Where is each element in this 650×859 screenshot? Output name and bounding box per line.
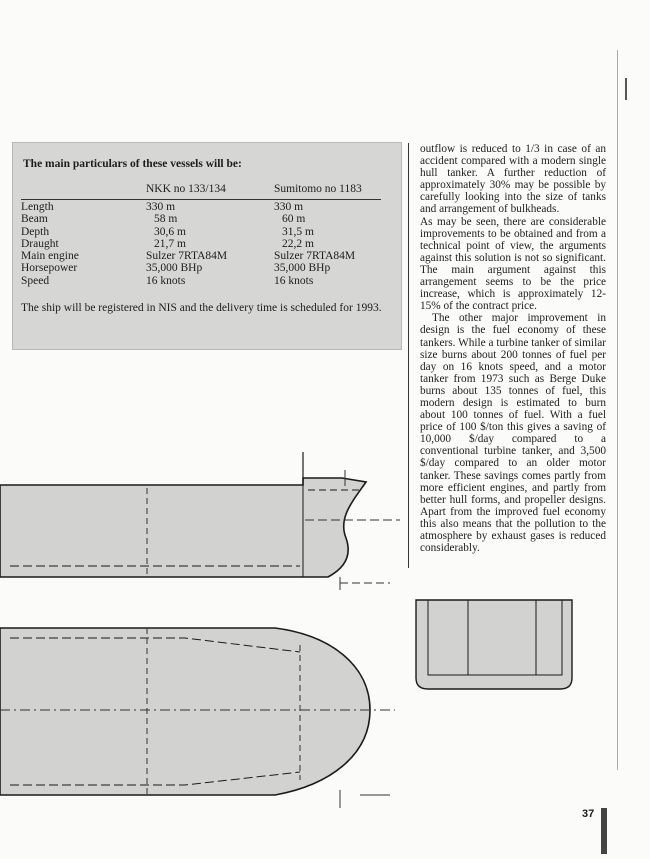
paragraph-fuel-economy: The other major improvement in design is the fuel economy of these tankers. While a turbine tanker of similar size burns about 200 tonnes of fuel per day on 16 knots speed, and a motor tanker from 1973 such as Berge Duke burns about 135 tonnes of fuel, this modern design is estimated to burn about 100 tonnes of fuel. With a fuel price of 100 $/ton this gives a saving of 10,000 $/day compared to a conventional turbine tanker, and 3,500 $/day compared to an older motor tanker. These savings comes partly from more efficient engines, and partly from better hull forms, and propeller designs. Apart from the improved fuel economy this also means that the pollution to the atmosphere by exhaust gases is reduced considerably. (420, 312, 606, 555)
row-label: Length (21, 201, 54, 213)
table-row (21, 250, 391, 262)
nkk-value: 30,6 m (154, 225, 186, 238)
nkk-value: 58 m (154, 213, 178, 226)
particulars-title: The main particulars of these vessels will be: (23, 158, 242, 170)
page-edge-mark (625, 78, 627, 100)
nkk-column-heading: NKK no 133/134 (146, 183, 226, 195)
row-label: Draught (21, 237, 59, 250)
sumitomo-value: Sulzer 7RTA84M (274, 250, 356, 263)
nkk-value: 330 m (146, 201, 176, 213)
sumitomo-value: 60 m (282, 213, 306, 226)
show-through-heading (118, 52, 418, 86)
row-label: Main engine (21, 250, 79, 263)
midship-section-drawing (408, 592, 580, 694)
vessel-particulars-box (12, 142, 402, 350)
paragraph-improvements: As may be seen, there are considerable improvements to be obtained and from a technical point of view, the arguments against this solution is not so significant. The main argument against this arrangement seems to be the price increase, which is approximately 12-15% of the contract price. (420, 215, 606, 313)
section-outline (416, 600, 572, 689)
hull-plan-outline (0, 628, 370, 795)
sumitomo-value: 22,2 m (282, 237, 314, 250)
row-label: Depth (21, 225, 50, 238)
table-row (21, 262, 391, 274)
nkk-value: Sulzer 7RTA84M (146, 250, 228, 263)
paragraph-outflow: outflow is reduced to 1/3 in case of an accident compared with a modern single hull tanker. A further reduction of approximately 30% may be possible by carefully looking into the size of tanks and arrangement of bulkheads. (420, 143, 606, 216)
plan-view (0, 628, 395, 808)
sumitomo-value: 16 knots (274, 274, 314, 287)
heading-rule (21, 199, 381, 200)
hull-side-profile (0, 478, 366, 577)
table-row (21, 213, 391, 225)
nkk-value: 16 knots (146, 274, 186, 287)
page-number-bar (601, 808, 607, 854)
table-row (21, 275, 391, 287)
sumitomo-column-heading: Sumitomo no 1183 (274, 183, 362, 195)
sumitomo-value: 35,000 BHp (274, 262, 331, 275)
row-label: Horsepower (21, 262, 78, 275)
table-row (21, 201, 391, 213)
sumitomo-value: 330 m (274, 201, 304, 213)
particulars-table (21, 201, 391, 287)
page-number: 37 (582, 808, 595, 820)
article-column (420, 143, 606, 554)
tanker-hull-drawing (0, 440, 410, 810)
nkk-value: 35,000 BHp (146, 262, 203, 275)
table-row (21, 238, 391, 250)
table-row (21, 226, 391, 238)
side-elevation-view (0, 452, 400, 590)
row-label: Speed (21, 274, 50, 287)
sumitomo-value: 31,5 m (282, 225, 314, 238)
row-label: Beam (21, 213, 48, 226)
registration-note: The ship will be registered in NIS and the delivery time is scheduled for 1993. (21, 302, 382, 314)
nkk-value: 21,7 m (154, 237, 186, 250)
page-edge-line (617, 50, 618, 770)
